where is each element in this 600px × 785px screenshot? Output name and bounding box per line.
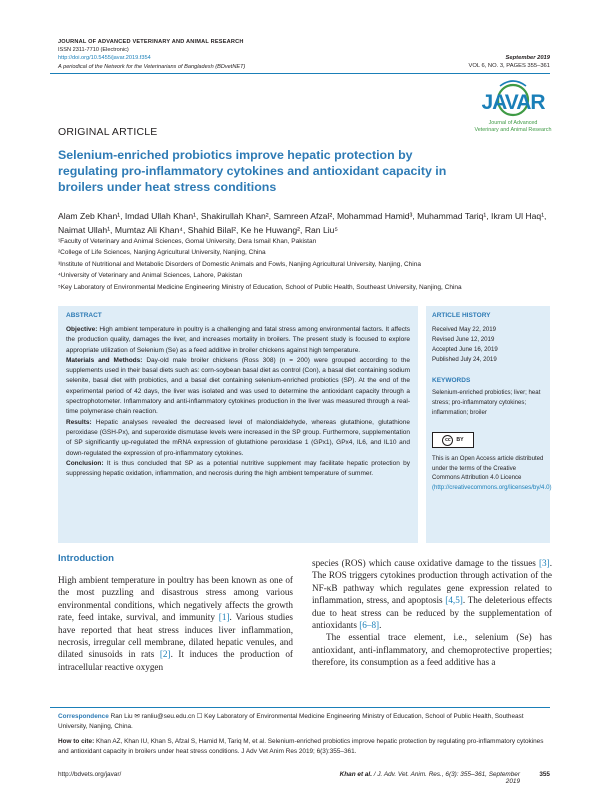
intro-paragraph-1 — [312, 557, 552, 631]
journal-name: JOURNAL OF ADVANCED VETERINARY AND ANIMAL RESEARCH — [58, 39, 244, 45]
article-title: Selenium-enriched probiotics improve hepatic protection by regulating pro-inflammatory cytokines and antioxidant capacity in broilers under heat stress conditions — [58, 148, 447, 194]
keywords-text: Selenium-enriched probiotics; liver; heat stress; pro-inflammatory cytokines; inflammation; broiler — [432, 389, 541, 416]
logo-subtitle-2: Veterinary and Animal Research — [474, 127, 552, 133]
introduction-heading: Introduction — [58, 553, 114, 564]
abstract-methods — [66, 356, 410, 418]
intro-text: species (ROS) which cause oxidative damage to the tissues — [312, 558, 539, 568]
affiliation-5: ⁵Key Laboratory of Environmental Medicine Engineering Ministry of Education, School of Public Health, Southeast University, Nanjing, China — [58, 283, 462, 291]
footer-divider — [50, 707, 550, 708]
abstract-box — [58, 306, 418, 543]
volume-pages: VOL 6, NO. 3, PAGES 355–361 — [468, 63, 550, 69]
running-journal: / J. Adv. Vet. Anim. Res., 6(3): 355–361, September 2019 — [373, 771, 520, 785]
correspondence-text: Ran Liu ✉ ranliu@seu.edu.cn ☐ Key Laboratory of Environmental Medicine Engineering Ministry of Education, School of Public Health, Southeast University, Nanjing, China. — [58, 713, 524, 730]
abstract-heading: ABSTRACT — [66, 312, 102, 319]
abstract-conclusion — [66, 459, 410, 480]
license-text — [432, 454, 552, 492]
intro-paragraph-2: The essential trace element, i.e., selenium (Se) has antioxidant, anti-inflammatory, and chemoprotective properties; therefore, its consumption as a feed additive has a — [312, 632, 552, 668]
conclusion-label: Conclusion: — [66, 459, 104, 467]
intro-text: . The deleterious effects due to heat stress can be reduced by the supplementation of antioxidants — [312, 595, 552, 631]
keywords-heading: KEYWORDS — [432, 377, 471, 384]
published-date: Published July 24, 2019 — [432, 356, 497, 363]
affiliation-2: ²College of Life Sciences, Nanjing Agricultural University, Nanjing, China — [58, 249, 266, 257]
intro-text: . The ROS triggers cytokines production through activation of the NF-κB pathway which regulates gene expression related to inflammation, stress, and apoptosis — [312, 558, 552, 606]
article-history-heading: ARTICLE HISTORY — [432, 312, 491, 319]
correspondence-label: Correspondence — [58, 713, 109, 720]
results-text: Hepatic analyses revealed the decreased level of malondialdehyde, whereas glutathione, glutathione peroxidase (GSH-Px), and superoxide dismutase levels were increased in the SP group. Furthermore, supplementation of SP significantly up-regulated the mRNA expression of glutathione peroxidase 1 (GPx1), GPx4, IL6, and IL10 and down-regulated the expression of pro-inflammatory cytokines. — [66, 418, 410, 457]
cc-by-badge[interactable] — [432, 432, 474, 448]
journal-tagline: A periodical of the Network for the Veterinarians of Bangladesh (BDvetNET) — [58, 64, 246, 70]
how-to-cite-label: How to cite: — [58, 738, 95, 745]
citation-link[interactable]: [6–8] — [359, 620, 380, 631]
abstract-results — [66, 418, 410, 459]
conclusion-text: It is thus concluded that SP as a potential nutritive supplement may facilitate hepatic protection by suppressing hepatic oxidation, inflammation, and necrosis during the high ambient temperature of summer. — [66, 459, 410, 478]
journal-url[interactable]: http://bdvets.org/javar/ — [58, 771, 122, 778]
citation-link[interactable]: [2] — [159, 649, 171, 660]
abstract-body — [66, 325, 410, 479]
doi-link[interactable]: http://doi.org/10.5455/javar.2019.f354 — [58, 55, 151, 61]
article-type: ORIGINAL ARTICLE — [58, 126, 158, 138]
intro-right-column — [312, 557, 552, 669]
running-citation — [330, 771, 520, 785]
intro-left-column — [58, 574, 293, 673]
running-authors: Khan et al. — [339, 771, 372, 778]
header-divider — [50, 73, 550, 74]
affiliation-3: ³Institute of Nutritional and Metabolic Disorders of Domestic Animals and Fowls, Nanjing Agricultural University, Nanjing, China — [58, 260, 421, 268]
author-list: Alam Zeb Khan¹, Imdad Ullah Khan¹, Shakirullah Khan², Samreen Afzal², Mohammad Hamid³, Muhammad Tariq¹, Ikram Ul Haq¹, Naimat Ullah¹, Mumtaz Ali Khan⁴, Shahid Bilal², Ke he Huwang², Ran Liu⁵ — [58, 211, 547, 235]
revised-date: Revised June 12, 2019 — [432, 336, 495, 343]
objective-text: High ambient temperature in poultry is a challenging and fatal stress among environmental factors. It affects the production quality, damages the liver, and increases mortality in broilers. The present study is focused to explore appropriate utilization of Selenium (Se) as a feed additive in broiler chickens against high temperature. — [66, 326, 411, 354]
license-statement: This is an Open Access article distributed under the terms of the Creative Commons Attribution 4.0 Licence — [432, 455, 544, 481]
intro-text: . Various studies have reported that heat stress induces liver inflammation, necrosis, irregular cell membrane, dilated hepatic venules, and dilated sinusoids in rats — [58, 612, 293, 660]
accepted-date: Accepted June 16, 2019 — [432, 346, 498, 353]
cc-icon: cc — [442, 435, 453, 446]
how-to-cite-text: Khan AZ, Khan IU, Khan S, Afzal S, Hamid M, Tariq M, et al. Selenium-enriched probiotics improve hepatic protection by regulating pro-inflammatory cytokines and antioxidant capacity in broilers under heat stress conditions. J Adv Vet Anim Res 2019; 6(3):355–361. — [58, 738, 544, 755]
citation-link[interactable]: [4,5] — [445, 595, 463, 606]
citation-link[interactable]: [1] — [218, 612, 230, 623]
page-number: 355 — [539, 771, 550, 778]
affiliation-4: ⁴University of Veterinary and Animal Sciences, Lahore, Pakistan — [58, 272, 243, 280]
article-info-box — [426, 306, 550, 543]
how-to-cite — [58, 737, 548, 757]
methods-label: Materials and Methods: — [66, 356, 143, 364]
results-label: Results: — [66, 418, 92, 426]
issn: ISSN 2311-7710 (Electronic) — [58, 47, 129, 53]
intro-text: High ambient temperature in poultry has been known as one of the most puzzling and disastrous stress among various environmental conditions, which negatively affects the growth rate, feed intake, survival, and immunity — [58, 575, 293, 623]
logo-letters: JAVAR — [481, 91, 545, 114]
logo-subtitle-1: Journal of Advanced — [488, 120, 538, 126]
affiliation-1: ¹Faculty of Veterinary and Animal Sciences, Gomal University, Dera Ismail Khan, Pakistan — [58, 238, 317, 245]
license-link[interactable]: (http://creativecommons.org/licenses/by/4.0) — [432, 483, 552, 491]
methods-text: Day-old male broiler chickens (Ross 308) (n = 200) were grouped according to the supplements used in their basal diets such as: corn-soybean basal diet as control (Con), a basal diet containing sodium selenite, basal diet with probiotics, and a basal diet containing selenium-enriched probiotics (SP). At the end of the experimental period of 42 days, the liver was isolated and was used to determine the antioxidant capacity through a spectrophotometer. Inflammatory and anti-inflammatory cytokines production in the liver was measured through a real-time polymerase chain reaction. — [66, 356, 411, 416]
received-date: Received May 22, 2019 — [432, 326, 497, 333]
intro-text: . — [379, 620, 382, 631]
by-label: BY — [456, 437, 464, 443]
issue-date: September 2019 — [505, 55, 550, 61]
citation-link[interactable]: [3] — [538, 558, 550, 568]
intro-text: . It induces the production of intracellular reactive oxygen — [58, 649, 293, 672]
abstract-objective — [66, 325, 410, 356]
javar-logo — [474, 78, 552, 136]
affiliations — [58, 236, 563, 293]
objective-label: Objective: — [66, 326, 98, 333]
correspondence — [58, 712, 548, 732]
